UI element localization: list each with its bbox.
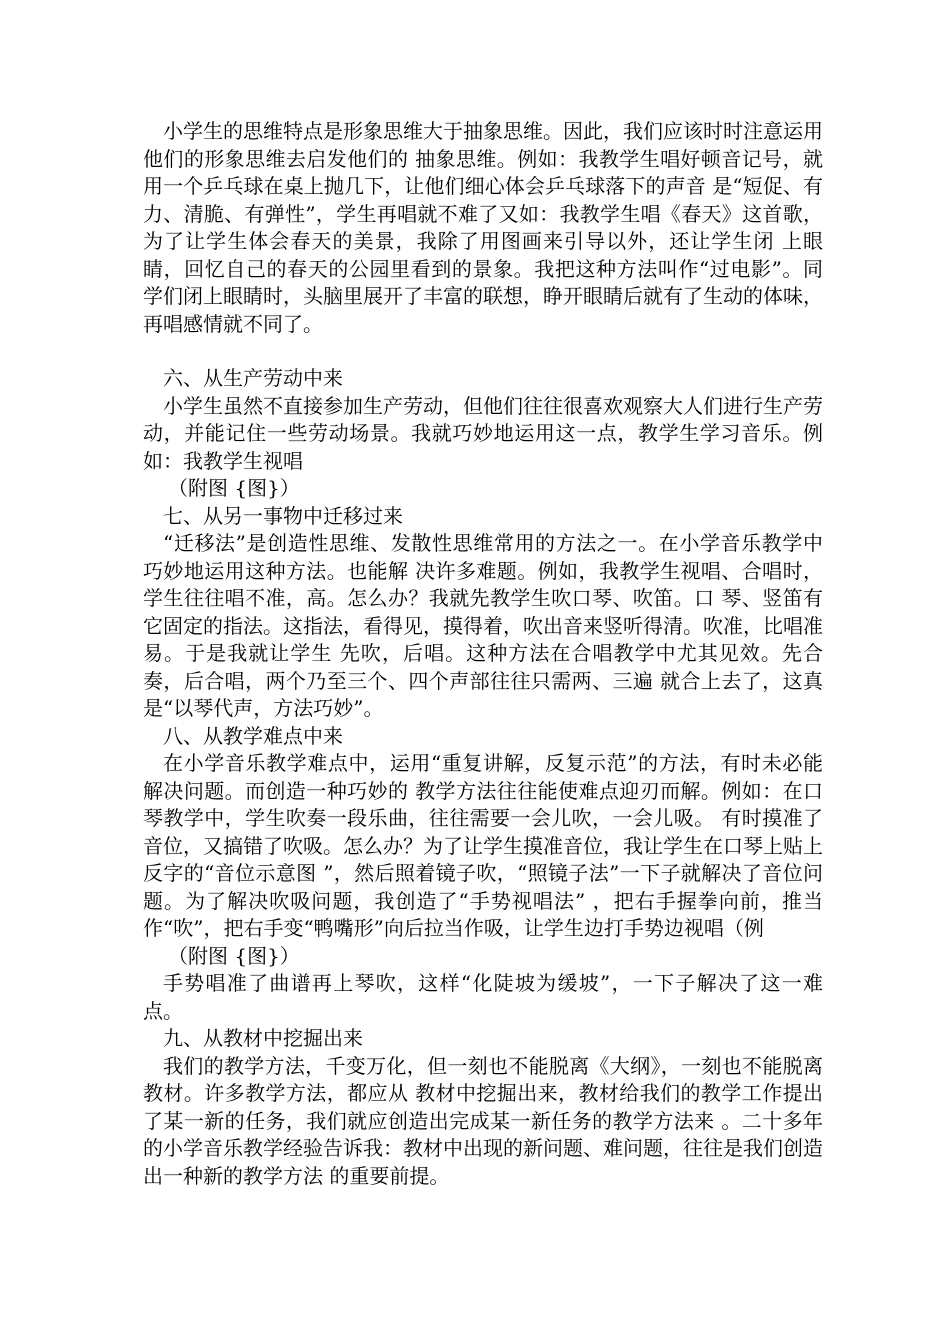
paragraph-production-labor: 小学生虽然不直接参加生产劳动，但他们往往很喜欢观察大人们进行生产劳动，并能记住一些劳动场景。我就巧妙地运用这一点，教学生学习音乐。例如：我教学生视唱 (143, 393, 823, 473)
paragraph-gesture-singing: 手势唱准了曲谱再上琴吹，这样“化陡坡为缓坡”，一下子解决了这一难点。 (143, 971, 823, 1023)
section-heading-9: 九、从教材中挖掘出来 (163, 1026, 363, 1050)
figure-placeholder-2: （附图 {图}） (168, 943, 300, 968)
paragraph-transfer-method: “迁移法”是创造性思维、发散性思维常用的方法之一。在小学音乐教学中巧妙地运用这种方法。也能解 决许多难题。例如，我教学生视唱、合唱时，学生往往唱不准，高。怎么办？我就先教学生吹口琴、吹笛。口 琴、竖笛有它固定的指法。这指法，看得见，摸得着，吹出音来竖听得清。吹准，比唱准易。于是我就让学生 先吹，后唱。这种方法在合唱教学中尤其见效。先合奏，后合唱，两个乃至三个、四个声部往往只需两、三遍 就合上去了，这真是“以琴代声，方法巧妙”。 (143, 531, 823, 720)
section-heading-8: 八、从教学难点中来 (163, 723, 343, 748)
section-heading-6: 六、从生产劳动中来 (163, 366, 343, 390)
figure-placeholder-1: （附图 {图}） (168, 476, 300, 500)
paragraph-teaching-difficulty: 在小学音乐教学难点中，运用“重复讲解，反复示范”的方法，有时未必能解决问题。而创造一种巧妙的 教学方法往往能使难点迎刃而解。例如：在口琴教学中，学生吹奏一段乐曲，往往需要一会儿吹，一会儿吸。 有时摸准了音位，又搞错了吹吸。怎么办？为了让学生摸准音位，我让学生在口琴上贴上反字的“音位示意图 ”，然后照着镜子吹，“照镜子法”一下子就解决了音位问题。为了解决吹吸问题，我创造了“手势视唱法” ，把右手握拳向前，推当作“吹”，把右手变“鸭嘴形”向后拉当作吸，让学生边打手势边视唱（例 (143, 751, 823, 940)
section-heading-7: 七、从另一事物中迁移过来 (163, 503, 403, 528)
paragraph-imagery-thinking: 小学生的思维特点是形象思维大于抽象思维。因此，我们应该时时注意运用他们的形象思维去启发他们的 抽象思维。例如：我教学生唱好顿音记号，就用一个乒乓球在桌上抛几下，让他们细心体会乒乓球落下的声音 是“短促、有力、清脆、有弹性”，学生再唱就不难了又如：我教学生唱《春天》这首歌，为了让学生体会春天的美景，我除了用图画来引导以外，还让学生闭 上眼睛，回忆自己的春天的公园里看到的景象。我把这种方法叫作“过电影”。同学们闭上眼睛时，头脑里展开了丰富的联想，睁开眼睛后就有了生动的体味，再唱感情就不同了。 (143, 119, 823, 336)
paragraph-gap (143, 338, 823, 365)
document-body (143, 118, 823, 1190)
paragraph-teaching-materials: 我们的教学方法，千变万化，但一刻也不能脱离《大纲》，一刻也不能脱离教材。许多教学方法，都应从 教材中挖掘出来，教材给我们的教学工作提出了某一新的任务，我们就应创造出完成某一新任务的教学方法来 。二十多年的小学音乐教学经验告诉我：教材中出现的新问题、难问题，往往是我们创造出一种新的教学方法 的重要前提。 (143, 1053, 823, 1188)
